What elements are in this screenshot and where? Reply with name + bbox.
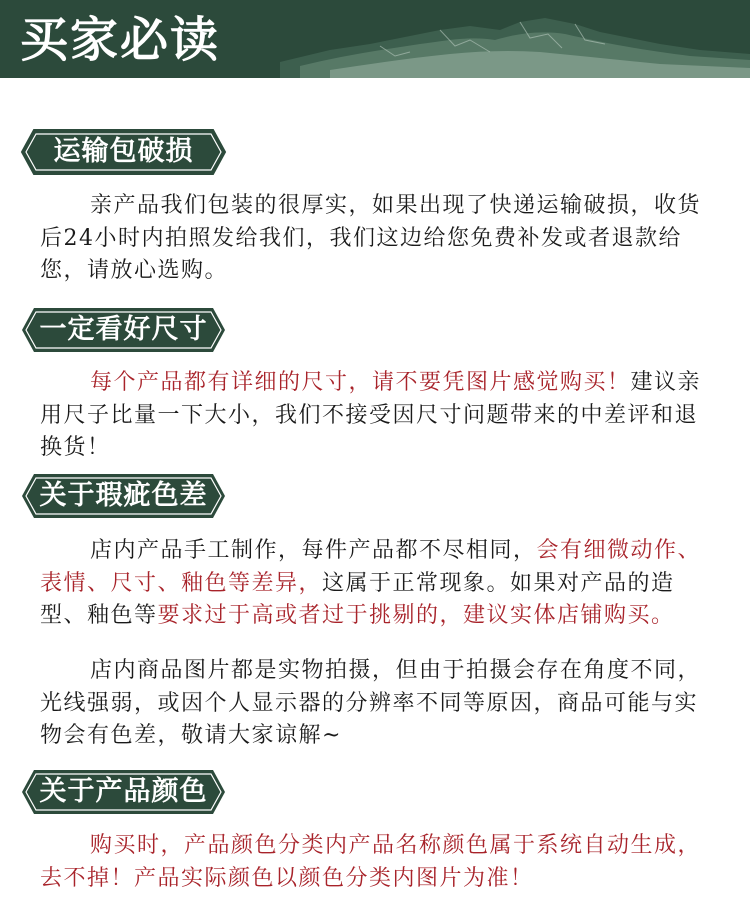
section-paragraph xyxy=(40,830,720,895)
text-run: 这属于正常现象。如果对产品的造型、釉色等 xyxy=(40,570,675,628)
header-banner xyxy=(0,0,750,78)
section-title: 关于瑕疵色差 xyxy=(39,480,208,511)
section-paragraph xyxy=(40,655,720,753)
text-run: 亲产品我们包装的很厚实，如果出现了快递运输破损，收货后24小时内拍照发给我们，我们这边给您免费补发或者退款给您，请放心选购。 xyxy=(40,193,702,283)
section-paragraph xyxy=(40,190,720,288)
text-run-highlight: 要求过于高或者过于挑剔的，建议实体店铺购买。 xyxy=(157,603,675,628)
section-tag-shipping-damage xyxy=(20,128,227,176)
section-title: 一定看好尺寸 xyxy=(39,314,208,345)
text-run: 店内商品图片都是实物拍摄，但由于拍摄会存在角度不同，光线强弱，或因个人显示器的分辨率不同等原因，商品可能与实物会有色差，敬请大家谅解~ xyxy=(40,658,702,748)
page-title: 买家必读 xyxy=(20,12,221,68)
section-tag-defects-color xyxy=(20,472,227,520)
section-tag-product-color xyxy=(20,768,227,816)
section-paragraph xyxy=(40,535,720,633)
section-tag-check-size xyxy=(20,306,227,354)
text-run-highlight: 购买时，产品颜色分类内产品名称颜色属于系统自动生成，去不掉！产品实际颜色以颜色分类内图片为准！ xyxy=(40,833,702,891)
section-paragraph xyxy=(40,367,720,465)
text-run: 店内产品手工制作，每件产品都不尽相同， xyxy=(90,538,537,563)
section-title: 运输包破损 xyxy=(53,136,194,167)
text-run-highlight: 每个产品都有详细的尺寸，请不要凭图片感觉购买！ xyxy=(90,370,631,395)
text-run-highlight: 会有细微动作、表情、尺寸、釉色等差异， xyxy=(40,538,702,596)
section-title: 关于产品颜色 xyxy=(39,776,208,807)
text-run: 建议亲用尺子比量一下大小，我们不接受因尺寸问题带来的中差评和退换货！ xyxy=(40,370,702,460)
